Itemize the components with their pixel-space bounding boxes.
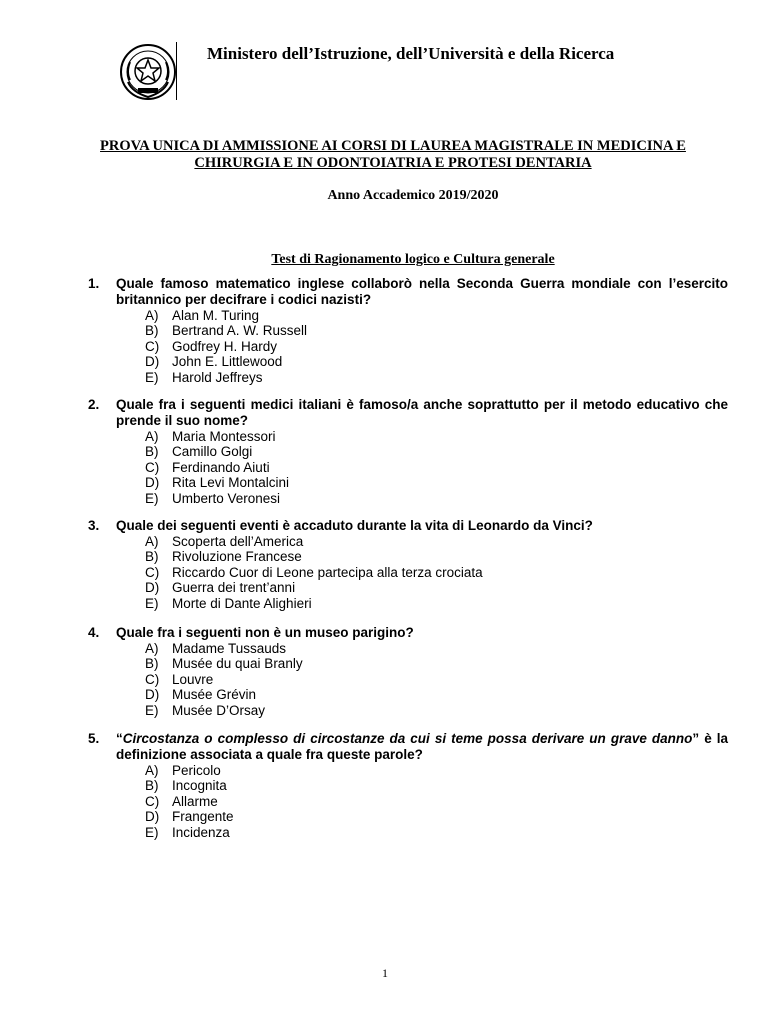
option (145, 641, 728, 656)
option-text: Allarme (172, 793, 218, 809)
option (145, 308, 728, 323)
option-text: Camillo Golgi (172, 444, 253, 460)
header-divider (176, 42, 177, 100)
option-text: Musée Grévin (172, 687, 257, 703)
question-text (116, 731, 728, 763)
question-3 (88, 518, 728, 611)
option (145, 672, 728, 687)
option-letter: A) (145, 641, 159, 656)
option (145, 370, 728, 385)
option (145, 763, 728, 778)
options-list (145, 429, 728, 506)
question-number: 1. (88, 276, 100, 291)
options-list (145, 641, 728, 718)
option-letter: A) (145, 429, 159, 444)
option-text: Pericolo (172, 763, 221, 778)
question-4 (88, 625, 728, 718)
question-2 (88, 397, 728, 506)
option-letter: E) (145, 824, 159, 840)
option-text: Madame Tussauds (172, 641, 287, 656)
option-text: Incidenza (172, 824, 230, 840)
question-number: 3. (88, 518, 100, 533)
option (145, 549, 728, 564)
option-letter: D) (145, 580, 160, 596)
exam-title (40, 138, 746, 172)
option (145, 687, 728, 702)
options-list (145, 534, 728, 611)
question-text: Quale fra i seguenti non è un museo parigino? (116, 625, 414, 640)
option-text: Rita Levi Montalcini (172, 475, 290, 491)
option (145, 565, 728, 580)
option-letter: B) (145, 778, 159, 794)
option-letter: B) (145, 656, 159, 672)
option (145, 534, 728, 549)
academic-year: Anno Accademico 2019/2020 (327, 188, 499, 203)
option (145, 825, 728, 840)
option-letter: A) (145, 308, 159, 323)
option-letter: B) (145, 323, 159, 339)
option-text: John E. Littlewood (172, 354, 283, 370)
option (145, 323, 728, 338)
option-letter: D) (145, 687, 160, 703)
option-text: Frangente (172, 809, 234, 825)
option-letter: C) (145, 338, 160, 354)
options-list (145, 308, 728, 385)
option (145, 580, 728, 595)
option-text: Morte di Dante Alighieri (172, 595, 312, 611)
option-text: Alan M. Turing (172, 308, 260, 323)
question-number: 4. (88, 625, 100, 640)
question-text: Quale famoso matematico inglese collaborò nella Seconda Guerra mondiale con l’esercito britannico per decifrare i codici nazisti? (116, 276, 728, 307)
option (145, 460, 728, 475)
option (145, 444, 728, 459)
option-letter: E) (145, 595, 159, 611)
option-letter: C) (145, 459, 160, 475)
option-text: Umberto Veronesi (172, 490, 281, 506)
option-letter: E) (145, 369, 159, 385)
italian-republic-emblem-icon (118, 42, 178, 102)
option (145, 429, 728, 444)
option-letter: B) (145, 549, 159, 565)
question-1 (88, 276, 728, 385)
option (145, 809, 728, 824)
option-letter: C) (145, 564, 160, 580)
option-text: Musée D’Orsay (172, 702, 266, 718)
option-text: Guerra dei trent’anni (172, 580, 296, 596)
question-text-rest: ” è la definizione associata a quale fra queste parole? (116, 731, 728, 762)
option-letter: D) (145, 475, 160, 491)
option-letter: D) (145, 354, 160, 370)
question-text: Quale fra i seguenti medici italiani è famoso/a anche soprattutto per il metodo educativo che prende il suo nome? (116, 397, 728, 428)
option-text: Godfrey H. Hardy (172, 338, 278, 354)
question-5 (88, 731, 728, 840)
option-text: Incognita (172, 778, 227, 794)
option-text: Louvre (172, 671, 214, 687)
option (145, 656, 728, 671)
question-number: 2. (88, 397, 100, 412)
ministry-title: Ministero dell’Istruzione, dell’Università e della Ricerca (207, 44, 615, 63)
option-text: Maria Montessori (172, 429, 276, 444)
options-list (145, 763, 728, 840)
question-number: 5. (88, 731, 100, 746)
option-letter: B) (145, 444, 159, 460)
option (145, 339, 728, 354)
option-letter: E) (145, 490, 159, 506)
option-text: Harold Jeffreys (172, 369, 263, 385)
option-letter: A) (145, 534, 159, 549)
page-number: 1 (382, 966, 388, 980)
option-letter: A) (145, 763, 159, 778)
option-text: Musée du quai Branly (172, 656, 303, 672)
quoted-definition: Circostanza o complesso di circostanze da cui si teme possa derivare un grave danno (122, 731, 693, 746)
option-text: Rivoluzione Francese (172, 549, 302, 565)
option (145, 354, 728, 369)
option (145, 596, 728, 611)
exam-title-line-1: PROVA UNICA DI AMMISSIONE AI CORSI DI LAUREA MAGISTRALE IN MEDICINA E (100, 138, 686, 154)
option (145, 703, 728, 718)
option-text: Ferdinando Aiuti (172, 459, 270, 475)
option (145, 475, 728, 490)
option-letter: E) (145, 702, 159, 718)
option-text: Scoperta dell’America (172, 534, 304, 549)
option-letter: D) (145, 809, 160, 825)
option (145, 491, 728, 506)
option-text: Bertrand A. W. Russell (172, 323, 308, 339)
option (145, 778, 728, 793)
option-letter: C) (145, 671, 160, 687)
option-letter: C) (145, 793, 160, 809)
option-text: Riccardo Cuor di Leone partecipa alla terza crociata (172, 564, 483, 580)
option (145, 794, 728, 809)
open-quote: “ (116, 731, 123, 746)
exam-title-line-2: CHIRURGIA E IN ODONTOIATRIA E PROTESI DENTARIA (194, 155, 592, 171)
section-title: Test di Ragionamento logico e Cultura generale (271, 252, 555, 267)
question-text: Quale dei seguenti eventi è accaduto durante la vita di Leonardo da Vinci? (116, 518, 593, 533)
